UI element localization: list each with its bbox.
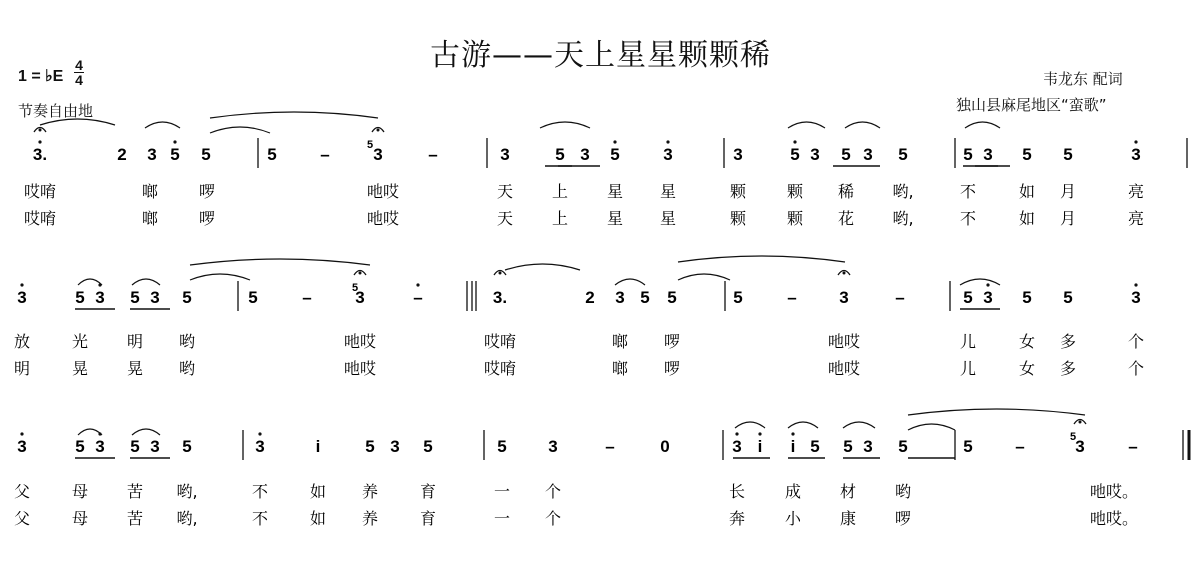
lyricist-credit: 韦龙东 配词: [1043, 70, 1123, 88]
score-note: 3: [1131, 145, 1141, 164]
score-note: 5: [963, 288, 973, 307]
slur-arc: [843, 422, 875, 428]
slur-arc: [908, 409, 1085, 415]
slur-arc: [735, 422, 765, 428]
octave-dot: [173, 140, 176, 143]
lyric-verse-1: 母: [71, 482, 89, 501]
lyric-verse-2: 星: [659, 209, 677, 228]
lyric-verse-1: 吔哎。: [1090, 482, 1139, 501]
lyric-verse-1: 如: [309, 482, 327, 501]
octave-dot: [793, 140, 796, 143]
time-signature-bottom: 4: [75, 72, 83, 88]
slur-arc: [145, 122, 180, 128]
score-note: 5: [182, 437, 192, 456]
score-note: 5: [248, 288, 258, 307]
lyric-verse-1: 啰: [198, 182, 216, 201]
score-note: 5: [201, 145, 211, 164]
score-note: –: [428, 145, 438, 164]
score-note: 3: [147, 145, 157, 164]
lyric-verse-2: 养: [361, 509, 379, 528]
slur-arc: [678, 256, 845, 262]
lyric-verse-2: 晃: [71, 359, 89, 378]
lyric-verse-2: 哎唷: [483, 359, 517, 378]
score-note: 5: [555, 145, 565, 164]
score-note: 3: [255, 437, 265, 456]
lyric-verse-1: 放: [13, 332, 31, 351]
octave-dot: [416, 283, 419, 286]
score-note: 0: [660, 437, 670, 456]
score-note: 5: [170, 145, 180, 164]
grace-note: 5: [366, 139, 374, 151]
slur-arc: [210, 127, 270, 133]
lyric-verse-1: 吔哎: [343, 332, 377, 351]
lyric-verse-1: 长: [728, 482, 746, 501]
lyric-verse-1: 哟: [894, 482, 912, 501]
score-note: 3: [500, 145, 510, 164]
slur-arc: [190, 259, 370, 265]
lyric-verse-1: 哎唷: [23, 182, 57, 201]
lyric-verse-2: 女: [1018, 359, 1036, 378]
score-note: 3: [1075, 437, 1085, 456]
score-note: 5: [1063, 145, 1073, 164]
origin-credit: 独山县麻尾地区“蛮歌”: [956, 96, 1107, 114]
score-note: 3: [548, 437, 558, 456]
lyric-verse-2: 月: [1059, 209, 1077, 228]
lyric-verse-1: 星: [606, 182, 624, 201]
lyric-verse-1: 材: [839, 482, 857, 501]
grace-note: 5: [1069, 431, 1077, 443]
lyric-verse-2: 吔哎: [827, 359, 861, 378]
score-note: 3: [150, 437, 160, 456]
score-note: 5: [963, 437, 973, 456]
lyric-verse-2: 啰: [894, 509, 912, 528]
score-note: 5: [182, 288, 192, 307]
score-note: 5: [1022, 145, 1032, 164]
score-note: 3: [983, 145, 993, 164]
score-note: 3.: [32, 145, 48, 164]
score-note: 2: [585, 288, 595, 307]
score-note: 5: [130, 437, 140, 456]
score-note: –: [1128, 437, 1138, 456]
lyric-verse-2: 哟,: [176, 509, 198, 528]
lyric-verse-2: 吔哎。: [1090, 509, 1139, 528]
fermata-dot: [39, 129, 42, 132]
score-note: 5: [667, 288, 677, 307]
score-note: 3: [732, 437, 742, 456]
lyric-verse-2: 父: [13, 509, 31, 528]
slur-arc: [78, 429, 102, 435]
grace-note: 5: [351, 282, 359, 294]
score-note: 3: [95, 437, 105, 456]
lyric-verse-1: 吔哎: [366, 182, 400, 201]
score-note: 5: [733, 288, 743, 307]
octave-dot: [986, 283, 989, 286]
lyric-verse-2: 啷: [611, 359, 629, 378]
lyric-verse-2: 哎唷: [23, 209, 57, 228]
score-note: 3: [390, 437, 400, 456]
score-note: 5: [963, 145, 973, 164]
slur-arc: [788, 122, 825, 128]
slur-arc: [505, 264, 580, 270]
lyric-verse-2: 如: [1018, 209, 1036, 228]
lyric-verse-2: 哟,: [892, 209, 914, 228]
lyric-verse-2: 啰: [663, 359, 681, 378]
octave-dot: [20, 283, 23, 286]
lyric-verse-1: 啷: [141, 182, 159, 201]
score-note: 3: [663, 145, 673, 164]
lyric-verse-2: 苦: [126, 509, 144, 528]
slur-arc: [908, 424, 955, 430]
score-note: –: [320, 145, 330, 164]
lyric-verse-2: 天: [496, 209, 514, 228]
score-note: 5: [790, 145, 800, 164]
lyric-verse-2: 吔哎: [366, 209, 400, 228]
lyric-verse-2: 母: [71, 509, 89, 528]
fermata-dot: [843, 272, 846, 275]
lyric-verse-1: 哟,: [892, 182, 914, 201]
octave-dot: [1134, 140, 1137, 143]
lyric-verse-1: 个: [1127, 332, 1145, 351]
score-note: 5: [843, 437, 853, 456]
lyric-verse-1: 儿: [959, 332, 977, 351]
lyric-verse-2: 个: [544, 509, 562, 528]
slur-arc: [965, 122, 1000, 128]
fermata-dot: [377, 129, 380, 132]
score-note: 3: [1131, 288, 1141, 307]
octave-dot: [666, 140, 669, 143]
lyric-verse-1: 颗: [786, 182, 804, 201]
slur-arc: [960, 279, 1000, 285]
key-signature: 1 = ♭E: [18, 68, 64, 85]
score-note: 5: [365, 437, 375, 456]
score-note: 3: [839, 288, 849, 307]
lyric-verse-2: 小: [784, 509, 802, 528]
score-note: i: [757, 437, 763, 456]
slur-arc: [788, 422, 818, 428]
lyric-verse-1: 哎唷: [483, 332, 517, 351]
lyric-verse-1: 成: [784, 482, 802, 501]
lyric-verse-1: 亮: [1127, 182, 1145, 201]
lyric-verse-2: 花: [837, 209, 855, 228]
lyric-verse-1: 星: [659, 182, 677, 201]
slur-arc: [40, 119, 115, 125]
score-note: 3: [95, 288, 105, 307]
score-note: 5: [130, 288, 140, 307]
page-title: 古游——天上星星颗颗稀: [430, 38, 771, 73]
score-note: 5: [841, 145, 851, 164]
lyric-verse-2: 不: [959, 209, 977, 228]
time-signature-top: 4: [75, 57, 83, 73]
score-note: 3: [17, 437, 27, 456]
lyric-verse-1: 哟: [178, 332, 196, 351]
score-note: 3: [863, 437, 873, 456]
lyric-verse-1: 养: [361, 482, 379, 501]
fermata-dot: [359, 272, 362, 275]
score-note: 3: [615, 288, 625, 307]
score-note: 5: [75, 288, 85, 307]
score-note: 2: [117, 145, 127, 164]
lyric-verse-1: 父: [13, 482, 31, 501]
score-note: 5: [267, 145, 277, 164]
score-note: 3: [150, 288, 160, 307]
slur-arc: [132, 429, 160, 435]
score-note: –: [787, 288, 797, 307]
lyric-verse-1: 多: [1059, 332, 1077, 351]
score-note: 3.: [492, 288, 508, 307]
lyric-verse-1: 月: [1059, 182, 1077, 201]
score-note: i: [315, 437, 321, 456]
slur-arc: [678, 274, 730, 280]
octave-dot: [38, 140, 41, 143]
lyric-verse-1: 不: [959, 182, 977, 201]
score-note: 5: [640, 288, 650, 307]
lyric-verse-1: 不: [251, 482, 269, 501]
lyric-verse-2: 明: [13, 359, 31, 378]
lyric-verse-1: 啰: [663, 332, 681, 351]
slur-arc: [132, 279, 160, 285]
fermata-dot: [1079, 421, 1082, 424]
score-note: 5: [810, 437, 820, 456]
score-note: 3: [810, 145, 820, 164]
score-note: 3: [17, 288, 27, 307]
slur-arc: [615, 279, 645, 285]
lyric-verse-1: 苦: [126, 482, 144, 501]
score-note: 5: [497, 437, 507, 456]
lyric-verse-1: 吔哎: [827, 332, 861, 351]
score-note: 5: [898, 437, 908, 456]
octave-dot: [758, 432, 761, 435]
score-note: 3: [733, 145, 743, 164]
lyric-verse-2: 颗: [729, 209, 747, 228]
slur-arc: [190, 274, 250, 280]
lyric-verse-1: 啷: [611, 332, 629, 351]
lyric-verse-1: 哟,: [176, 482, 198, 501]
lyric-verse-1: 育: [419, 482, 437, 501]
lyric-verse-1: 光: [71, 332, 89, 351]
lyric-verse-2: 颗: [786, 209, 804, 228]
octave-dot: [613, 140, 616, 143]
lyric-verse-1: 如: [1018, 182, 1036, 201]
tempo-marking: 节奏自由地: [18, 102, 94, 120]
score-note: 3: [863, 145, 873, 164]
octave-dot: [735, 432, 738, 435]
fermata-dot: [499, 272, 502, 275]
score-note: –: [413, 288, 423, 307]
lyric-verse-2: 晃: [126, 359, 144, 378]
lyric-verse-1: 天: [496, 182, 514, 201]
lyric-verse-1: 女: [1018, 332, 1036, 351]
score-note: i: [790, 437, 796, 456]
score-note: 5: [423, 437, 433, 456]
score-note: 3: [355, 288, 365, 307]
score-note: –: [1015, 437, 1025, 456]
slur-arc: [210, 112, 378, 118]
slur-arc: [78, 279, 102, 285]
score-note: 5: [1022, 288, 1032, 307]
lyric-verse-1: 个: [544, 482, 562, 501]
lyric-verse-2: 一: [493, 509, 511, 528]
lyric-verse-2: 不: [251, 509, 269, 528]
octave-dot: [1134, 283, 1137, 286]
octave-dot: [791, 432, 794, 435]
lyric-verse-2: 吔哎: [343, 359, 377, 378]
slur-arc: [540, 122, 590, 128]
score-note: 5: [75, 437, 85, 456]
lyric-verse-2: 哟: [178, 359, 196, 378]
lyric-verse-1: 一: [493, 482, 511, 501]
lyric-verse-2: 上: [551, 209, 569, 228]
lyric-verse-2: 康: [839, 509, 857, 528]
lyric-verse-2: 育: [419, 509, 437, 528]
lyric-verse-1: 颗: [729, 182, 747, 201]
score-note: 3: [983, 288, 993, 307]
score-note: 3: [373, 145, 383, 164]
lyric-verse-1: 明: [126, 332, 144, 351]
score-note: 5: [1063, 288, 1073, 307]
lyric-verse-2: 个: [1127, 359, 1145, 378]
score-note: –: [895, 288, 905, 307]
score-note: –: [605, 437, 615, 456]
lyric-verse-2: 奔: [728, 509, 746, 528]
lyric-verse-2: 亮: [1127, 209, 1145, 228]
lyric-verse-2: 多: [1059, 359, 1077, 378]
score-note: 3: [580, 145, 590, 164]
slur-arc: [845, 122, 880, 128]
lyric-verse-2: 啰: [198, 209, 216, 228]
score-note: 5: [898, 145, 908, 164]
score-note: –: [302, 288, 312, 307]
lyric-verse-2: 如: [309, 509, 327, 528]
lyric-verse-1: 上: [551, 182, 569, 201]
lyric-verse-2: 星: [606, 209, 624, 228]
score-note: 5: [610, 145, 620, 164]
octave-dot: [20, 432, 23, 435]
octave-dot: [258, 432, 261, 435]
lyric-verse-2: 啷: [141, 209, 159, 228]
lyric-verse-1: 稀: [837, 182, 855, 201]
lyric-verse-2: 儿: [959, 359, 977, 378]
